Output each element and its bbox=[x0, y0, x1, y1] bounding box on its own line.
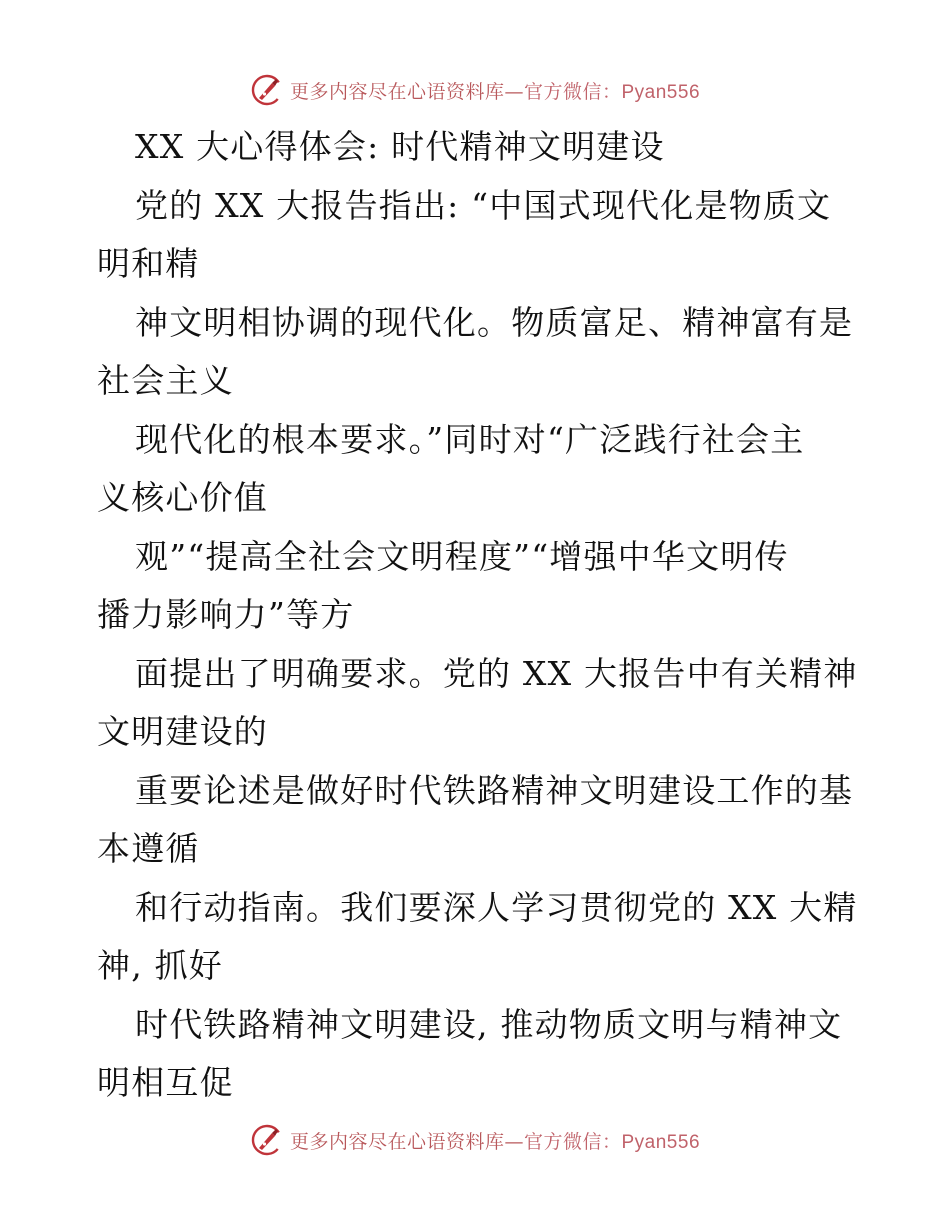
paragraph-line: 神, 抓好 bbox=[97, 946, 223, 985]
banner-wechat: 官方微信：Pyan556 bbox=[524, 1131, 701, 1153]
paragraph-line: 神文明相协调的现代化。物质富足、精神富有是 bbox=[135, 302, 854, 342]
banner-separator: — bbox=[504, 1130, 524, 1153]
banner-site-name: 更多内容尽在心语资料库 bbox=[289, 80, 505, 103]
banner-site-name: 更多内容尽在心语资料库 bbox=[289, 1130, 505, 1153]
pen-nib-circle-logo-icon bbox=[250, 73, 284, 107]
paragraph-line: 明相互促 bbox=[97, 1063, 234, 1102]
pen-nib-circle-logo-icon bbox=[250, 1123, 284, 1157]
header-banner-content bbox=[250, 73, 700, 107]
banner-separator: — bbox=[504, 80, 524, 103]
document-title: XX 大心得体会: 时代精神文明建设 bbox=[135, 127, 665, 166]
footer-banner bbox=[0, 1122, 950, 1158]
paragraph-line: 社会主义 bbox=[97, 361, 234, 400]
banner-wechat: 官方微信：Pyan556 bbox=[524, 81, 701, 103]
document-body bbox=[97, 118, 857, 1113]
paragraph-line: 本遵循 bbox=[97, 829, 200, 868]
paragraph-line: 现代化的根本要求。”同时对“广泛践行社会主 bbox=[135, 419, 805, 459]
paragraph-line: 党的 XX 大报告指出: “中国式现代化是物质文 bbox=[135, 185, 832, 225]
paragraph-line: 文明建设的 bbox=[97, 712, 268, 751]
paragraph-line: 明和精 bbox=[97, 244, 200, 283]
paragraph-line: 和行动指南。我们要深人学习贯彻党的 XX 大精 bbox=[135, 887, 858, 927]
paragraph-line: 播力影响力”等方 bbox=[97, 595, 355, 634]
header-banner bbox=[0, 72, 950, 108]
paragraph-line: 面提出了明确要求。党的 XX 大报告中有关精神 bbox=[135, 653, 858, 693]
banner-text bbox=[290, 1127, 700, 1154]
paragraph-line: 义核心价值 bbox=[97, 478, 268, 517]
paragraph-line: 观”“提高全社会文明程度”“增强中华文明传 bbox=[135, 536, 789, 576]
paragraph-line: 重要论述是做好时代铁路精神文明建设工作的基 bbox=[135, 770, 854, 810]
footer-banner-content bbox=[250, 1123, 700, 1157]
banner-text bbox=[290, 77, 700, 104]
paragraph-line: 时代铁路精神文明建设, 推动物质文明与精神文 bbox=[135, 1004, 843, 1044]
